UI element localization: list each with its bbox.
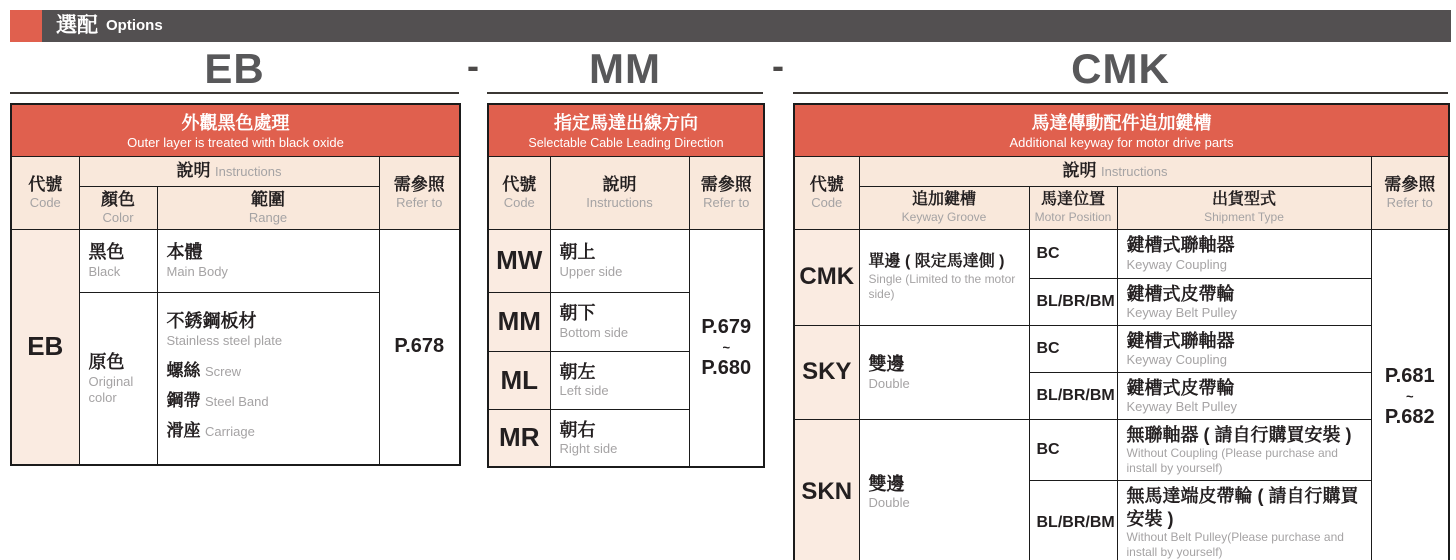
mm-options-table: [487, 103, 765, 468]
cmk-group1-code: CMK: [794, 229, 859, 325]
cmk-header-instructions: [859, 156, 1371, 186]
mm-header-code-zh: 代號: [502, 175, 537, 195]
eb-title-zh: 外觀黑色處理: [181, 112, 290, 133]
mm-table-title: [488, 104, 764, 156]
cmk-header-keyway-en: Keyway Groove: [901, 210, 987, 225]
cmk-header-instructions-zh: 說明: [1062, 161, 1097, 181]
eb-row1-color-en: Black: [88, 263, 121, 279]
eb-row2-color-en: Original color: [88, 373, 134, 405]
eb-range-item-1: [167, 310, 373, 348]
mm-row1-instruction: [550, 229, 689, 292]
cmk-group2-row2-shipment-en: Keyway Belt Pulley: [1126, 399, 1238, 415]
eb-range-item-4-zh: 滑座: [166, 421, 201, 441]
option-code-eb: EB: [10, 46, 459, 94]
mm-header-code-en: Code: [503, 195, 535, 211]
eb-header-instructions-zh: 說明: [176, 161, 211, 181]
section-title-en: Options: [106, 17, 163, 34]
cmk-group2-keyway: [859, 325, 1029, 419]
cmk-header-code: [794, 156, 859, 229]
cmk-group3-code: SKN: [794, 419, 859, 560]
eb-header-color-en: Color: [102, 210, 134, 226]
eb-header-code: [11, 156, 79, 229]
cmk-group3-row1-shipment-zh: 無聯軸器 ( 請自行購買安裝 ): [1126, 424, 1352, 445]
mm-row2-code: MM: [488, 292, 550, 351]
mm-header-instructions-en: Instructions: [586, 195, 653, 211]
cmk-group2-keyway-zh: 雙邊: [868, 354, 905, 375]
option-code-separator-2: -: [772, 45, 784, 86]
cmk-group1-row1-shipment: [1117, 229, 1371, 278]
mm-refer-tilde: ~: [722, 339, 731, 355]
cmk-title-zh: 馬達傳動配件追加鍵槽: [1031, 112, 1212, 133]
mm-refer-cell: [689, 229, 764, 467]
cmk-group3-row1-position: BC: [1029, 419, 1117, 481]
eb-header-color-zh: 顏色: [101, 190, 135, 210]
eb-header-instructions: [79, 156, 379, 186]
cmk-header-position-en: Motor Position: [1034, 210, 1112, 225]
eb-title-en: Outer layer is treated with black oxide: [127, 134, 344, 150]
section-title-zh: 選配: [56, 14, 98, 37]
eb-row1-color-zh: 黑色: [88, 242, 125, 263]
mm-row3-code: ML: [488, 351, 550, 409]
eb-row2-color-zh: 原色: [88, 352, 125, 373]
eb-table-title: [11, 104, 460, 156]
cmk-group2-row2-position: BL/BR/BM: [1029, 372, 1117, 419]
cmk-group3-row2-shipment-en: Without Belt Pulley(Please purchase and install by yourself): [1126, 530, 1344, 560]
cmk-title-en: Additional keyway for motor drive parts: [1009, 134, 1234, 150]
mm-row3-zh: 朝左: [559, 361, 596, 382]
cmk-group3-row1-shipment-en: Without Coupling (Please purchase and install by yourself): [1126, 446, 1338, 476]
cmk-group1-keyway-en: Single (Limited to the motor side): [868, 272, 1016, 302]
mm-row2-en: Bottom side: [559, 324, 629, 340]
cmk-group2-row1-shipment: [1117, 325, 1371, 372]
eb-header-refer-en: Refer to: [396, 195, 443, 211]
mm-title-en: Selectable Cable Leading Direction: [528, 136, 724, 151]
mm-title-zh: 指定馬達出線方向: [554, 113, 698, 134]
eb-row1-range-zh: 本體: [166, 242, 203, 263]
cmk-group1-row2-shipment: [1117, 278, 1371, 325]
eb-header-range-en: Range: [248, 210, 288, 226]
eb-range-item-1-en: Stainless steel plate: [166, 332, 283, 348]
eb-table: [10, 103, 461, 466]
mm-row1-code: MW: [488, 229, 550, 292]
mm-header-instructions-zh: 說明: [602, 175, 637, 195]
cmk-group3-keyway: [859, 419, 1029, 560]
mm-table: [487, 103, 765, 468]
mm-row4-en: Right side: [559, 441, 618, 457]
cmk-header-code-en: Code: [811, 195, 843, 211]
eb-range-item-3-en: Steel Band: [204, 394, 269, 410]
mm-refer-from: P.679: [701, 315, 752, 338]
eb-options-table: [10, 103, 461, 466]
eb-row2-range-cell: [157, 292, 379, 465]
eb-code-cell: EB: [11, 229, 79, 465]
eb-range-item-3-zh: 鋼帶: [166, 391, 201, 411]
eb-header-refer: [379, 156, 460, 229]
cmk-group2-row2-shipment: [1117, 372, 1371, 419]
mm-header-refer-en: Refer to: [703, 195, 750, 211]
section-header-bar: [10, 10, 1451, 42]
eb-header-code-zh: 代號: [28, 175, 63, 195]
eb-row2-color-cell: [79, 292, 157, 465]
cmk-group3-row1-shipment: [1117, 419, 1371, 481]
mm-row1-en: Upper side: [559, 263, 623, 279]
cmk-header-refer: [1371, 156, 1449, 229]
mm-row3-en: Left side: [559, 383, 609, 399]
cmk-group1-keyway: [859, 229, 1029, 325]
cmk-header-position: [1029, 186, 1117, 229]
cmk-header-instructions-en: Instructions: [1100, 164, 1168, 180]
option-code-separator-1: -: [467, 45, 479, 86]
mm-row2-instruction: [550, 292, 689, 351]
mm-header-instructions: [550, 156, 689, 229]
cmk-group1-row2-shipment-en: Keyway Belt Pulley: [1126, 305, 1238, 320]
cmk-header-position-zh: 馬達位置: [1040, 191, 1105, 209]
mm-row4-instruction: [550, 409, 689, 467]
eb-range-item-2-en: Screw: [204, 364, 242, 380]
mm-row1-zh: 朝上: [559, 242, 596, 263]
cmk-group3-keyway-en: Double: [868, 495, 910, 511]
cmk-table-title: [794, 104, 1449, 156]
cmk-refer-cell: [1371, 229, 1449, 560]
mm-row4-zh: 朝右: [559, 419, 596, 440]
cmk-header-refer-zh: 需參照: [1384, 175, 1436, 195]
cmk-header-keyway-zh: 追加鍵槽: [911, 191, 976, 209]
eb-row1-range-cell: [157, 229, 379, 292]
eb-range-item-4: [167, 416, 373, 446]
cmk-group1-row2-shipment-zh: 鍵槽式皮帶輪: [1126, 283, 1235, 304]
eb-row1-range-en: Main Body: [166, 263, 228, 279]
eb-range-item-4-en: Carriage: [204, 424, 255, 440]
mm-header-refer-zh: 需參照: [700, 175, 752, 195]
eb-header-color: [79, 186, 157, 229]
cmk-group3-row2-shipment-zh: 無馬達端皮帶輪 ( 請自行購買安裝 ): [1126, 486, 1359, 529]
eb-header-instructions-en: Instructions: [214, 164, 282, 180]
cmk-group1-keyway-zh: 單邊 ( 限定馬達側 ): [868, 253, 1005, 271]
eb-range-item-1-zh: 不銹鋼板材: [166, 311, 257, 332]
mm-refer-to: P.680: [701, 356, 752, 379]
cmk-group3-keyway-zh: 雙邊: [868, 473, 905, 494]
eb-refer-cell: P.678: [379, 229, 460, 465]
eb-row1-color-cell: [79, 229, 157, 292]
cmk-group2-keyway-en: Double: [868, 375, 910, 391]
cmk-group1-row1-shipment-zh: 鍵槽式聯軸器: [1126, 235, 1235, 256]
mm-row3-instruction: [550, 351, 689, 409]
eb-range-item-3: [167, 386, 373, 416]
mm-row2-zh: 朝下: [559, 303, 596, 324]
mm-header-refer: [689, 156, 764, 229]
option-code-mm: MM: [487, 46, 763, 94]
cmk-group2-row1-shipment-en: Keyway Coupling: [1126, 352, 1227, 368]
mm-row4-code: MR: [488, 409, 550, 467]
cmk-header-shipment-zh: 出貨型式: [1211, 191, 1276, 209]
cmk-header-code-zh: 代號: [809, 175, 844, 195]
eb-header-refer-zh: 需參照: [393, 175, 445, 195]
cmk-refer-from: P.681: [1384, 364, 1435, 387]
cmk-group1-row2-position: BL/BR/BM: [1029, 278, 1117, 325]
cmk-refer-tilde: ~: [1405, 388, 1414, 404]
section-title: [56, 10, 163, 42]
eb-range-item-2: [167, 356, 373, 386]
cmk-group3-row2-shipment: [1117, 481, 1371, 560]
cmk-header-keyway: [859, 186, 1029, 229]
eb-range-item-2-zh: 螺絲: [166, 361, 201, 381]
cmk-refer-to: P.682: [1384, 405, 1435, 428]
mm-header-code: [488, 156, 550, 229]
cmk-group1-row1-shipment-en: Keyway Coupling: [1126, 256, 1227, 272]
cmk-header-refer-en: Refer to: [1386, 195, 1433, 211]
cmk-group3-row2-position: BL/BR/BM: [1029, 481, 1117, 560]
eb-header-range-zh: 範圍: [251, 190, 285, 210]
cmk-header-shipment-en: Shipment Type: [1204, 210, 1284, 225]
eb-header-code-en: Code: [29, 195, 61, 211]
cmk-group2-row1-shipment-zh: 鍵槽式聯軸器: [1126, 330, 1235, 351]
eb-header-range: [157, 186, 379, 229]
cmk-header-shipment: [1117, 186, 1371, 229]
cmk-group2-code: SKY: [794, 325, 859, 419]
cmk-group2-row2-shipment-zh: 鍵槽式皮帶輪: [1126, 377, 1235, 398]
section-marker-square: [10, 10, 42, 42]
cmk-group2-row1-position: BC: [1029, 325, 1117, 372]
cmk-group1-row1-position: BC: [1029, 229, 1117, 278]
cmk-table: [793, 103, 1450, 560]
option-code-cmk: CMK: [793, 46, 1448, 94]
cmk-options-table: [793, 103, 1450, 560]
